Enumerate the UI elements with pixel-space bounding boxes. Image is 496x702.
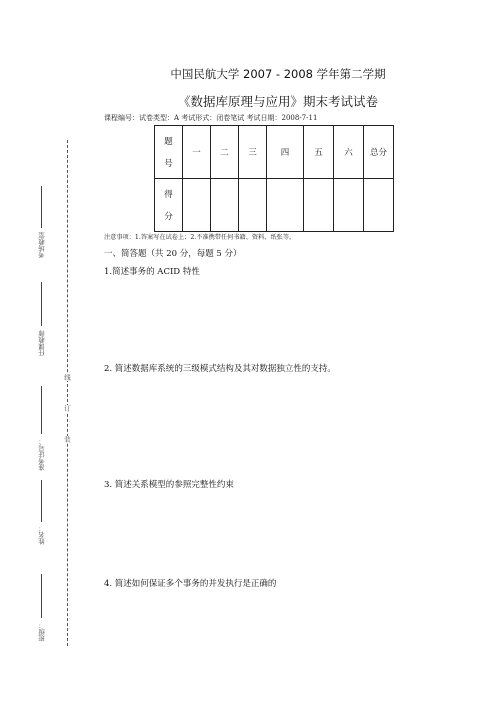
teacher-label: 任课教师: [38, 330, 46, 356]
binding-mark-ding: 订: [63, 405, 71, 412]
score-cell[interactable]: [239, 179, 267, 232]
question-4: 4. 简述如何保证多个事务的并发执行是正确的: [104, 579, 277, 589]
score-cell[interactable]: [364, 179, 394, 232]
exam-notes: 注意事项：1.答案写在试卷上；2.不准携带任何书籍、资料、纸张等。: [104, 234, 296, 241]
section-heading: 一、简答题（共 20 分，每题 5 分）: [104, 249, 242, 259]
question-2: 2. 简述数据库系统的三级模式结构及其对数据独立性的支持。: [104, 364, 336, 374]
column-header: 一: [183, 126, 211, 179]
column-header: 四: [267, 126, 304, 179]
exam-room-label: 考场教室: [38, 232, 46, 258]
exam-meta: 课程编号：试卷类型：A 考试形式：闭卷笔试 考试日期：2008-7-11: [104, 114, 318, 122]
binding-mark-zhuang: 装: [63, 436, 71, 443]
column-header: 总分: [364, 126, 394, 179]
exam-room-blank[interactable]: [41, 186, 42, 228]
score-row: [155, 179, 394, 232]
course-title: 《数据库原理与应用》期末考试试卷: [177, 94, 378, 109]
score-cell[interactable]: [211, 179, 239, 232]
name-blank[interactable]: [41, 480, 42, 522]
score-cell[interactable]: [304, 179, 334, 232]
class-blank[interactable]: [41, 574, 42, 618]
score-header: 得 分: [155, 179, 183, 232]
score-table: [154, 125, 394, 232]
column-header: 五: [304, 126, 334, 179]
question-number-row: [155, 126, 394, 179]
score-cell[interactable]: [183, 179, 211, 232]
column-header: 二: [211, 126, 239, 179]
column-header: 六: [334, 126, 364, 179]
column-header: 三: [239, 126, 267, 179]
binding-mark-line: 线: [63, 374, 71, 381]
name-label: 姓名：: [38, 525, 46, 545]
question-3: 3. 简述关系模型的参照完整性约束: [104, 480, 234, 490]
student-id-label: 准考证号：: [38, 438, 46, 471]
score-cell[interactable]: [334, 179, 364, 232]
teacher-blank[interactable]: [41, 282, 42, 326]
exam-title: 中国民航大学 2007 - 2008 学年第二学期: [170, 67, 386, 81]
question-1: 1.简述事务的 ACID 特性: [104, 267, 200, 277]
binding-line: [67, 140, 68, 646]
student-id-blank[interactable]: [41, 386, 42, 434]
question-number-header: 题 号: [155, 126, 183, 179]
class-label: 班级：: [38, 622, 46, 642]
score-cell[interactable]: [267, 179, 304, 232]
